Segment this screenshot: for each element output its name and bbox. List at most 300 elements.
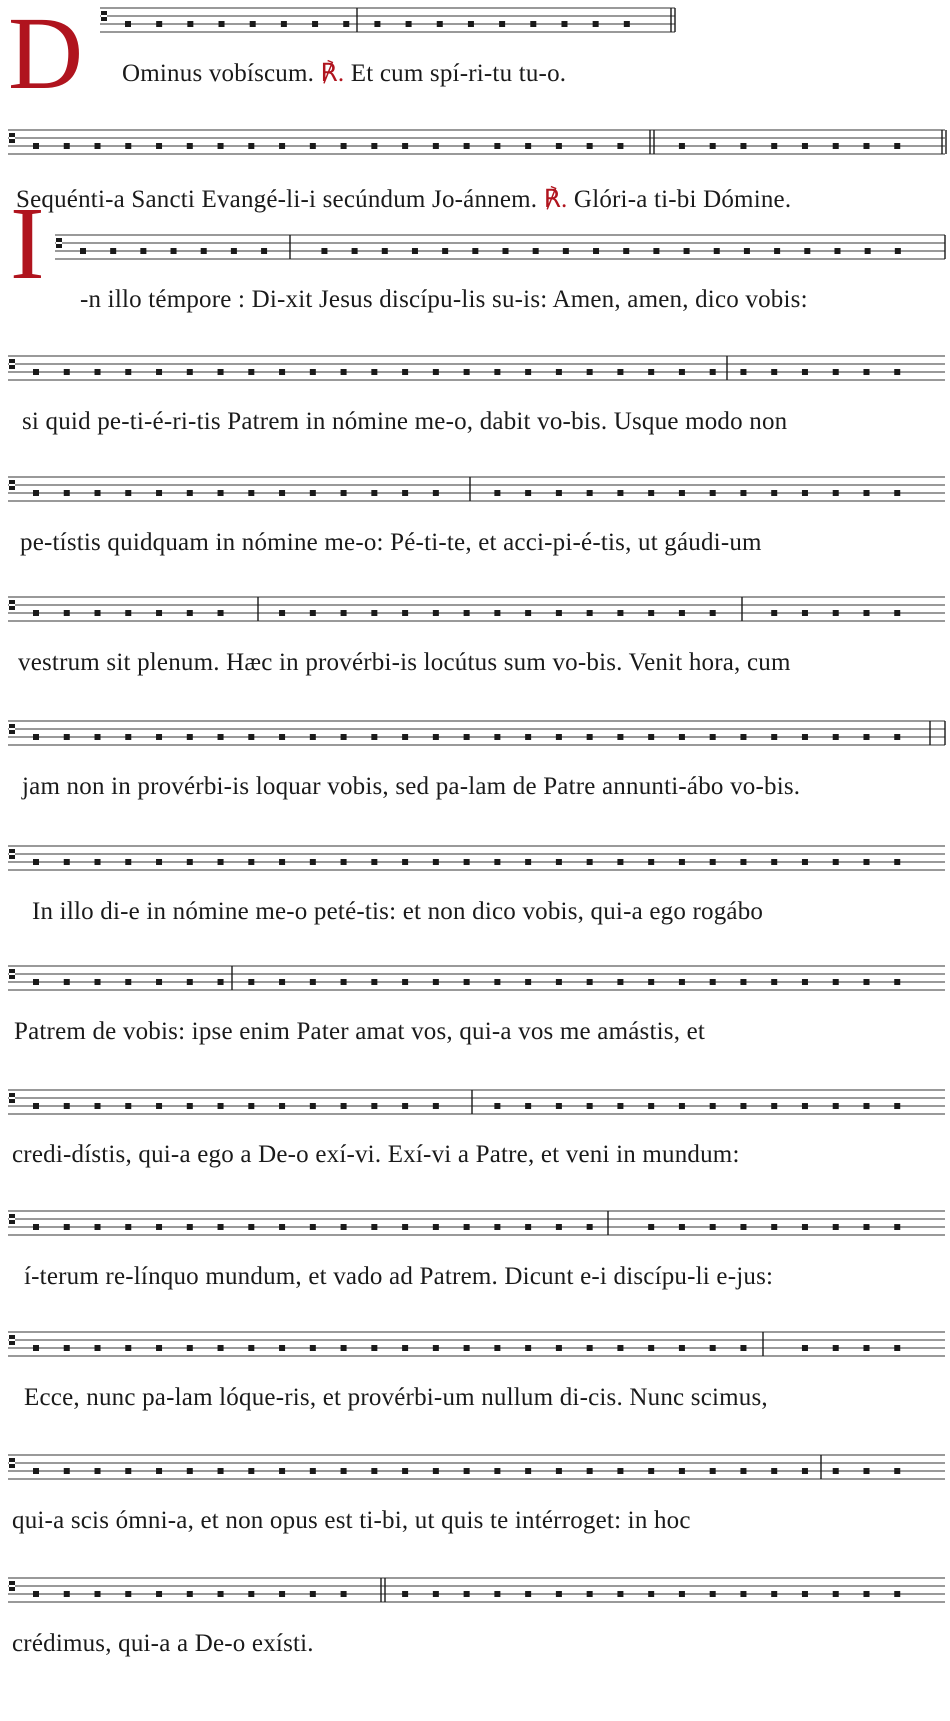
- neume-punctum: [64, 859, 70, 865]
- neume-punctum: [433, 490, 439, 496]
- neume-punctum: [140, 248, 146, 254]
- neume-punctum: [433, 143, 439, 149]
- neume-punctum: [468, 21, 474, 27]
- neume-punctum: [833, 1103, 839, 1109]
- neume-punctum: [494, 1591, 500, 1597]
- neume-punctum: [64, 1103, 70, 1109]
- neume-punctum: [494, 369, 500, 375]
- neume-punctum: [894, 734, 900, 740]
- neume-punctum: [863, 1345, 869, 1351]
- neume-punctum: [156, 979, 162, 985]
- neume-punctum: [125, 610, 131, 616]
- neume-punctum: [525, 734, 531, 740]
- neume-punctum: [804, 248, 810, 254]
- neume-punctum: [312, 21, 318, 27]
- neume-punctum: [310, 369, 316, 375]
- neume-punctum: [187, 1224, 193, 1230]
- neume-punctum: [187, 1345, 193, 1351]
- neume-punctum: [802, 369, 808, 375]
- neume-punctum: [343, 21, 349, 27]
- neume-punctum: [714, 248, 720, 254]
- neume-punctum: [740, 859, 746, 865]
- neume-punctum: [740, 143, 746, 149]
- neume-punctum: [125, 490, 131, 496]
- neume-punctum: [617, 859, 623, 865]
- neume-punctum: [617, 1468, 623, 1474]
- neume-punctum: [156, 610, 162, 616]
- neume-punctum: [679, 369, 685, 375]
- response-symbol: ℟.: [320, 60, 345, 87]
- neume-punctum: [556, 979, 562, 985]
- c-clef-gap: [9, 137, 15, 139]
- neume-punctum: [218, 1591, 224, 1597]
- neume-punctum: [679, 734, 685, 740]
- neume-punctum: [556, 610, 562, 616]
- neume-punctum: [156, 859, 162, 865]
- neume-punctum: [561, 21, 567, 27]
- neume-punctum: [679, 1103, 685, 1109]
- neume-punctum: [525, 859, 531, 865]
- neume-punctum: [156, 1345, 162, 1351]
- lyric-line: [32, 898, 763, 926]
- lyric-line: [22, 773, 800, 801]
- neume-punctum: [740, 1103, 746, 1109]
- neume-punctum: [648, 979, 654, 985]
- neume-punctum: [894, 1224, 900, 1230]
- neume-punctum: [648, 1224, 654, 1230]
- neume-punctum: [433, 1468, 439, 1474]
- neume-punctum: [525, 143, 531, 149]
- neume-punctum: [352, 248, 358, 254]
- neume-punctum: [341, 1468, 347, 1474]
- neume-punctum: [494, 1224, 500, 1230]
- neume-punctum: [464, 143, 470, 149]
- neume-punctum: [279, 1224, 285, 1230]
- neume-punctum: [402, 734, 408, 740]
- neume-punctum: [464, 859, 470, 865]
- neume-punctum: [894, 1345, 900, 1351]
- neume-punctum: [525, 1591, 531, 1597]
- neume-punctum: [279, 1345, 285, 1351]
- lyric-line: [20, 529, 762, 557]
- lyric-line: [22, 408, 787, 436]
- neume-punctum: [231, 248, 237, 254]
- neume-punctum: [371, 859, 377, 865]
- c-clef-gap: [9, 1218, 15, 1220]
- neume-punctum: [187, 21, 193, 27]
- neume-punctum: [863, 859, 869, 865]
- neume-punctum: [218, 143, 224, 149]
- neume-punctum: [433, 979, 439, 985]
- neume-punctum: [310, 1103, 316, 1109]
- neume-punctum: [125, 1224, 131, 1230]
- neume-punctum: [64, 1224, 70, 1230]
- neume-punctum: [894, 369, 900, 375]
- neume-punctum: [834, 248, 840, 254]
- neume-punctum: [64, 369, 70, 375]
- neume-punctum: [125, 21, 131, 27]
- neume-punctum: [679, 1468, 685, 1474]
- neume-punctum: [494, 859, 500, 865]
- neume-punctum: [802, 859, 808, 865]
- neume-punctum: [894, 979, 900, 985]
- neume-punctum: [587, 369, 593, 375]
- response-symbol: ℟.: [543, 186, 568, 213]
- neume-punctum: [433, 369, 439, 375]
- neume-punctum: [187, 1591, 193, 1597]
- neume-punctum: [587, 734, 593, 740]
- neume-punctum: [494, 610, 500, 616]
- neume-punctum: [402, 1591, 408, 1597]
- neume-punctum: [593, 21, 599, 27]
- neume-punctum: [95, 1345, 101, 1351]
- neume-punctum: [310, 490, 316, 496]
- neume-punctum: [802, 143, 808, 149]
- neume-punctum: [218, 979, 224, 985]
- neume-punctum: [833, 143, 839, 149]
- neume-punctum: [679, 610, 685, 616]
- neume-punctum: [279, 369, 285, 375]
- neume-punctum: [833, 610, 839, 616]
- neume-punctum: [894, 1591, 900, 1597]
- neume-punctum: [64, 143, 70, 149]
- neume-punctum: [863, 1591, 869, 1597]
- neume-punctum: [33, 979, 39, 985]
- neume-punctum: [341, 734, 347, 740]
- neume-punctum: [218, 859, 224, 865]
- neume-punctum: [412, 248, 418, 254]
- neume-punctum: [156, 21, 162, 27]
- neume-punctum: [648, 1591, 654, 1597]
- neume-punctum: [33, 1468, 39, 1474]
- neume-punctum: [218, 1345, 224, 1351]
- neume-punctum: [341, 369, 347, 375]
- neume-punctum: [833, 369, 839, 375]
- neume-punctum: [125, 734, 131, 740]
- neume-punctum: [156, 1468, 162, 1474]
- neume-punctum: [33, 734, 39, 740]
- neume-punctum: [341, 1103, 347, 1109]
- neume-punctum: [833, 490, 839, 496]
- neume-punctum: [310, 859, 316, 865]
- neume-punctum: [802, 1345, 808, 1351]
- lyric-text: Sequénti-a Sancti Evangé-li-i secúndum Jo-ánnem.: [16, 186, 544, 213]
- lyric-text: Ominus vobíscum.: [122, 60, 321, 87]
- neume-punctum: [248, 1224, 254, 1230]
- neume-punctum: [771, 1591, 777, 1597]
- neume-punctum: [833, 1468, 839, 1474]
- neume-punctum: [710, 1345, 716, 1351]
- neume-punctum: [33, 143, 39, 149]
- neume-punctum: [617, 979, 623, 985]
- c-clef-gap: [9, 1585, 15, 1587]
- c-clef-gap: [9, 728, 15, 730]
- neume-punctum: [863, 734, 869, 740]
- neume-punctum: [771, 734, 777, 740]
- neume-punctum: [740, 369, 746, 375]
- neume-punctum: [402, 1468, 408, 1474]
- neume-punctum: [33, 1345, 39, 1351]
- neume-punctum: [499, 21, 505, 27]
- neume-punctum: [218, 490, 224, 496]
- neume-punctum: [371, 610, 377, 616]
- neume-punctum: [248, 490, 254, 496]
- neume-punctum: [525, 979, 531, 985]
- lyric-text: vestrum sit plenum. Hæc in provérbi-is locútus sum vo-bis. Venit hora, cum: [18, 649, 791, 676]
- neume-punctum: [248, 1345, 254, 1351]
- neume-punctum: [464, 734, 470, 740]
- neume-punctum: [218, 1103, 224, 1109]
- neume-punctum: [617, 734, 623, 740]
- neume-punctum: [402, 979, 408, 985]
- neume-punctum: [156, 369, 162, 375]
- initial-letter-i: I: [10, 186, 45, 301]
- neume-punctum: [156, 734, 162, 740]
- neume-punctum: [279, 734, 285, 740]
- lyric-line: [16, 184, 791, 214]
- lyric-text: pe-tístis quidquam in nómine me-o: Pé-ti-te, et acci-pi-é-tis, ut gáudi-um: [20, 529, 762, 556]
- neume-punctum: [321, 248, 327, 254]
- neume-punctum: [125, 1103, 131, 1109]
- neume-punctum: [771, 1468, 777, 1474]
- c-clef-gap: [9, 363, 15, 365]
- neume-punctum: [187, 1103, 193, 1109]
- neume-punctum: [310, 1345, 316, 1351]
- neume-punctum: [464, 369, 470, 375]
- neume-punctum: [187, 143, 193, 149]
- neume-punctum: [382, 248, 388, 254]
- neume-punctum: [587, 610, 593, 616]
- neume-punctum: [684, 248, 690, 254]
- neume-punctum: [556, 143, 562, 149]
- neume-punctum: [525, 1224, 531, 1230]
- lyric-text: Patrem de vobis: ipse enim Pater amat vos, qui-a vos me amástis, et: [14, 1018, 706, 1045]
- neume-punctum: [587, 1224, 593, 1230]
- neume-punctum: [617, 1103, 623, 1109]
- lyric-line: [80, 286, 808, 314]
- neume-punctum: [710, 1103, 716, 1109]
- neume-punctum: [433, 859, 439, 865]
- neume-punctum: [648, 859, 654, 865]
- neume-punctum: [894, 1468, 900, 1474]
- neume-punctum: [648, 610, 654, 616]
- neume-punctum: [472, 248, 478, 254]
- neume-punctum: [125, 1468, 131, 1474]
- neume-punctum: [95, 1103, 101, 1109]
- neume-punctum: [64, 610, 70, 616]
- neume-punctum: [261, 248, 267, 254]
- neume-punctum: [833, 1345, 839, 1351]
- neume-punctum: [740, 1468, 746, 1474]
- neume-punctum: [64, 1468, 70, 1474]
- neume-punctum: [533, 248, 539, 254]
- neume-punctum: [33, 1103, 39, 1109]
- neume-punctum: [248, 369, 254, 375]
- neume-punctum: [587, 143, 593, 149]
- neume-punctum: [740, 979, 746, 985]
- neume-punctum: [494, 1468, 500, 1474]
- neume-punctum: [248, 1591, 254, 1597]
- lyric-line: [122, 58, 566, 88]
- neume-punctum: [710, 1591, 716, 1597]
- neume-punctum: [187, 610, 193, 616]
- neume-punctum: [433, 1591, 439, 1597]
- neume-punctum: [802, 979, 808, 985]
- neume-punctum: [371, 1468, 377, 1474]
- lyric-text: In illo di-e in nómine me-o peté-tis: et non dico vobis, qui-a ego rogábo: [32, 898, 764, 925]
- neume-punctum: [310, 1468, 316, 1474]
- neume-punctum: [464, 979, 470, 985]
- neume-punctum: [679, 1591, 685, 1597]
- neume-punctum: [617, 369, 623, 375]
- neume-punctum: [402, 143, 408, 149]
- neume-punctum: [279, 490, 285, 496]
- neume-punctum: [371, 734, 377, 740]
- neume-punctum: [894, 610, 900, 616]
- neume-punctum: [525, 490, 531, 496]
- neume-punctum: [187, 734, 193, 740]
- neume-punctum: [464, 1591, 470, 1597]
- lyric-text: jam non in provérbi-is loquar vobis, sed pa-lam de Patre annunti-ábo vo-bis.: [22, 773, 801, 800]
- neume-punctum: [371, 979, 377, 985]
- neume-punctum: [556, 1591, 562, 1597]
- neume-punctum: [341, 979, 347, 985]
- neume-punctum: [248, 1103, 254, 1109]
- neume-punctum: [310, 734, 316, 740]
- neume-punctum: [187, 859, 193, 865]
- neume-punctum: [556, 1345, 562, 1351]
- neume-punctum: [371, 490, 377, 496]
- neume-punctum: [156, 1103, 162, 1109]
- initial-letter-d: D: [8, 0, 84, 111]
- lyric-text: -n illo témpore : Di-xit Jesus discípu-lis su-is: Amen, amen, dico vobis:: [80, 286, 808, 313]
- neume-punctum: [187, 979, 193, 985]
- neume-punctum: [279, 1468, 285, 1474]
- neume-punctum: [679, 490, 685, 496]
- neume-punctum: [587, 1345, 593, 1351]
- neume-punctum: [64, 1591, 70, 1597]
- neume-punctum: [587, 1468, 593, 1474]
- neume-punctum: [679, 979, 685, 985]
- neume-punctum: [710, 979, 716, 985]
- neume-punctum: [556, 1468, 562, 1474]
- neume-punctum: [771, 1103, 777, 1109]
- lyric-text: Glóri-a ti-bi Dómine.: [567, 186, 792, 213]
- neume-punctum: [402, 1224, 408, 1230]
- neume-punctum: [406, 21, 412, 27]
- neume-punctum: [341, 1591, 347, 1597]
- c-clef-gap: [9, 973, 15, 975]
- neume-punctum: [341, 1224, 347, 1230]
- neume-punctum: [95, 1468, 101, 1474]
- neume-punctum: [740, 1224, 746, 1230]
- neume-punctum: [563, 248, 569, 254]
- neume-punctum: [525, 369, 531, 375]
- neume-punctum: [863, 490, 869, 496]
- neume-punctum: [894, 490, 900, 496]
- neume-punctum: [95, 1591, 101, 1597]
- lyric-text: si quid pe-ti-é-ri-tis Patrem in nómine me-o, dabit vo-bis. Usque modo non: [22, 408, 788, 435]
- neume-punctum: [624, 21, 630, 27]
- neume-punctum: [33, 610, 39, 616]
- c-clef-gap: [9, 604, 15, 606]
- neume-punctum: [863, 979, 869, 985]
- neume-punctum: [248, 1468, 254, 1474]
- c-clef-gap: [9, 853, 15, 855]
- neume-punctum: [802, 1103, 808, 1109]
- neume-punctum: [279, 1591, 285, 1597]
- neume-punctum: [279, 859, 285, 865]
- neume-punctum: [865, 248, 871, 254]
- neume-punctum: [525, 1345, 531, 1351]
- c-clef-gap: [9, 1339, 15, 1341]
- lyric-line: [12, 1630, 314, 1658]
- neume-punctum: [530, 21, 536, 27]
- neume-punctum: [710, 859, 716, 865]
- neume-punctum: [371, 369, 377, 375]
- neume-punctum: [556, 1103, 562, 1109]
- c-clef-gap: [9, 1097, 15, 1099]
- neume-punctum: [494, 734, 500, 740]
- neume-punctum: [894, 859, 900, 865]
- neume-punctum: [623, 248, 629, 254]
- neume-punctum: [771, 979, 777, 985]
- neume-punctum: [125, 1345, 131, 1351]
- neume-punctum: [218, 734, 224, 740]
- neume-punctum: [279, 143, 285, 149]
- neume-punctum: [710, 610, 716, 616]
- neume-punctum: [744, 248, 750, 254]
- neume-punctum: [156, 1591, 162, 1597]
- neume-punctum: [250, 21, 256, 27]
- neume-punctum: [156, 490, 162, 496]
- neume-punctum: [833, 1224, 839, 1230]
- neume-punctum: [187, 369, 193, 375]
- neume-punctum: [833, 734, 839, 740]
- neume-punctum: [248, 859, 254, 865]
- neume-punctum: [710, 734, 716, 740]
- lyric-text: Ecce, nunc pa-lam lóque-ris, et provérbi-um nullum di-cis. Nunc scimus,: [24, 1384, 768, 1411]
- neume-punctum: [310, 979, 316, 985]
- neume-punctum: [556, 369, 562, 375]
- neume-punctum: [653, 248, 659, 254]
- neume-punctum: [556, 734, 562, 740]
- c-clef-gap: [9, 484, 15, 486]
- neume-punctum: [64, 490, 70, 496]
- neume-punctum: [617, 490, 623, 496]
- neume-punctum: [95, 734, 101, 740]
- neume-punctum: [201, 248, 207, 254]
- c-clef-gap: [101, 15, 107, 17]
- neume-punctum: [771, 859, 777, 865]
- neume-punctum: [341, 1345, 347, 1351]
- neume-punctum: [833, 1591, 839, 1597]
- neume-punctum: [341, 143, 347, 149]
- neume-punctum: [617, 1345, 623, 1351]
- neume-punctum: [587, 490, 593, 496]
- neume-punctum: [464, 1345, 470, 1351]
- neume-punctum: [402, 859, 408, 865]
- neume-punctum: [894, 143, 900, 149]
- neume-punctum: [617, 1591, 623, 1597]
- neume-punctum: [556, 490, 562, 496]
- neume-punctum: [802, 1591, 808, 1597]
- neume-punctum: [771, 490, 777, 496]
- neume-punctum: [863, 369, 869, 375]
- neume-punctum: [374, 21, 380, 27]
- neume-punctum: [279, 610, 285, 616]
- neume-punctum: [33, 1224, 39, 1230]
